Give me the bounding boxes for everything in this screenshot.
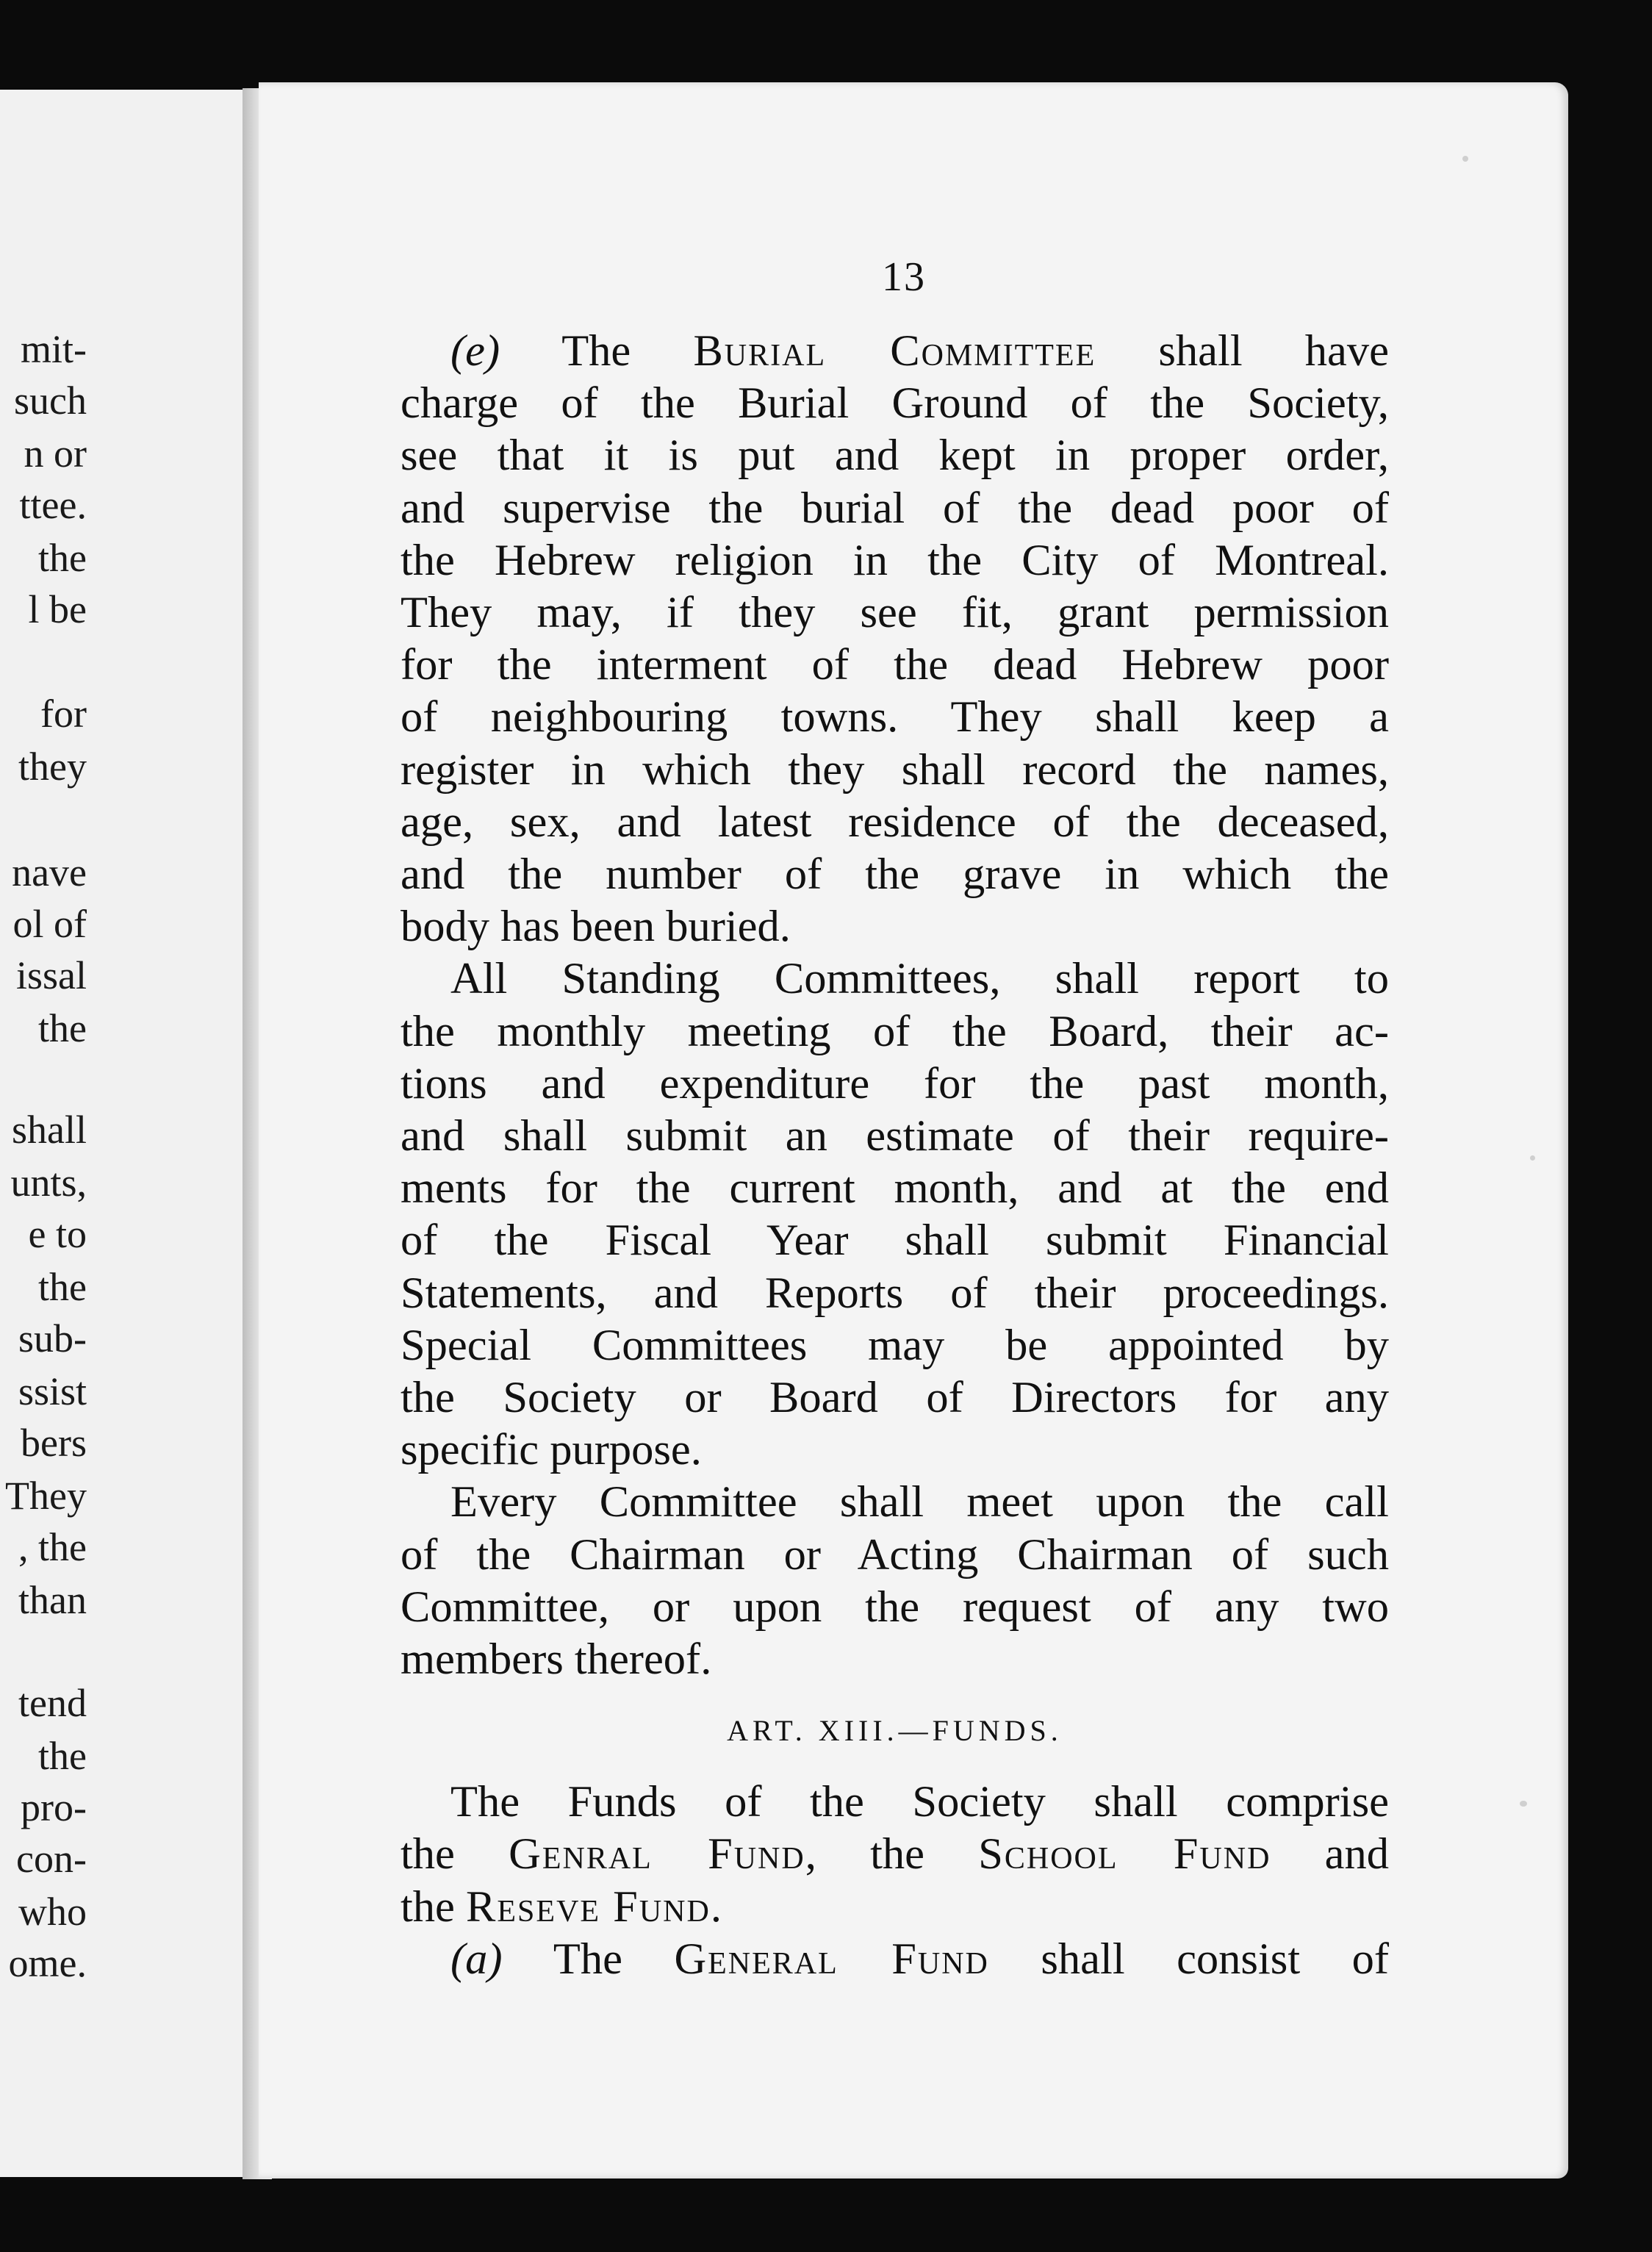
burial-committee-first-line [401,325,1389,377]
text-line: of the Chairman or Acting Chairman of such [401,1530,1389,1579]
page-number: 13 [882,254,926,300]
previous-page-line-fragment: ol of [12,902,87,946]
text-line: tions and expenditure for the past month, [401,1058,1389,1108]
school-fund-name: School Fund [978,1829,1271,1879]
text-line: specific purpose. [401,1425,702,1475]
text-line: of neighbouring towns. They shall keep a [401,692,1389,742]
previous-page-line-fragment: tend [18,1681,87,1725]
previous-page-line-fragment: n or [24,431,87,476]
funds-list-line [401,1828,1389,1880]
lead-word: The [561,326,631,376]
text-line: for the interment of the dead Hebrew poor [401,640,1389,690]
text-line: All Standing Committees, shall report to [450,954,1389,1004]
previous-page-line-fragment: pro- [21,1785,87,1829]
previous-page-line-fragment: ome. [8,1941,87,1985]
previous-page-line-fragment: who [18,1890,87,1934]
previous-page-line-fragment: con- [16,1837,87,1881]
previous-page-line-fragment: issal [15,953,87,997]
page-body [401,325,1389,1985]
text-line: charge of the Burial Ground of the Society, [401,379,1389,428]
text-line: ments for the current month, and at the end [401,1163,1389,1213]
previous-page-line-fragment: sub- [18,1316,87,1360]
previous-page-line-fragment: the [38,536,87,580]
previous-page-line-fragment: the [38,1006,87,1050]
text-line: The Funds of the Society shall comprise [450,1777,1389,1827]
line-rest: shall consist of [1041,1934,1389,1984]
clause-label-e: (e) [450,326,500,376]
general-fund-name: Genral Fund [509,1829,805,1879]
word: and [1324,1829,1390,1879]
word: the [401,1829,455,1879]
previous-page-line-fragment: l be [28,587,87,631]
text-line: and supervise the burial of the dead poor of [401,483,1389,533]
clause-label-a: (a) [450,1934,503,1984]
text-line: Special Committees may be appointed by [401,1320,1389,1370]
text-line: and shall submit an estimate of their require- [401,1111,1389,1161]
burial-committee-name: Burial Committee [693,326,1096,376]
text-line: of the Fiscal Year shall submit Financial [401,1216,1389,1266]
dust-speck [1462,156,1468,162]
text-line: Every Committee shall meet upon the call [450,1477,1389,1527]
previous-page-line-fragment: they [18,745,87,789]
text-line: the monthly meeting of the Board, their ac- [401,1006,1389,1056]
previous-page-line-fragment: ttee. [19,483,87,527]
previous-page-line-fragment: such [14,379,87,423]
text-line: Statements, and Reports of their proceedings. [401,1268,1389,1318]
text-line: see that it is put and kept in proper order, [401,431,1389,481]
previous-page-line-ends [0,90,87,2177]
previous-page-line-fragment: e to [28,1212,87,1256]
previous-page-line-fragment: the [38,1734,87,1778]
dust-speck [1530,1155,1535,1161]
text-line: They may, if they see fit, grant permission [401,588,1389,638]
text-line: register in which they shall record the names, [401,745,1389,795]
text-line: body has been buried. [401,902,791,952]
previous-page-line-fragment: nave [12,850,87,894]
previous-page-line-fragment: , the [18,1525,87,1569]
text-line: the Hebrew religion in the City of Montreal. [401,535,1389,585]
reserve-fund-name: Reseve Fund [466,1882,711,1932]
general-fund-name: General Fund [674,1934,989,1984]
previous-page-line-fragment: mit- [21,327,87,371]
previous-page-line-fragment: ssist [18,1369,87,1413]
word: . [710,1882,722,1932]
word: , the [805,1829,924,1879]
text-line: age, sex, and latest residence of the deceased, [401,797,1389,847]
article-heading: ART. XIII.—FUNDS. [727,1714,1063,1748]
word: the [401,1882,455,1932]
text-line: Committee, or upon the request of any two [401,1582,1389,1632]
previous-page-line-fragment: for [40,692,87,736]
first-line-rest: shall have [1158,326,1390,376]
lead-word: The [553,1934,622,1984]
previous-page-line-fragment: shall [12,1108,87,1152]
previous-page-line-fragment: the [38,1265,87,1309]
text-line: members thereof. [401,1635,712,1685]
previous-page-line-fragment: unts, [10,1161,87,1205]
text-line: the Society or Board of Directors for any [401,1373,1389,1423]
previous-page-line-fragment: They [5,1474,87,1518]
funds-list-line [401,1881,1389,1933]
previous-page-line-fragment: bers [21,1421,87,1465]
text-line: and the number of the grave in which the [401,850,1389,900]
previous-page-line-fragment: than [18,1578,87,1622]
general-fund-first-line [401,1933,1389,1985]
previous-page-fragment [0,90,256,2177]
dust-speck [1520,1801,1527,1807]
